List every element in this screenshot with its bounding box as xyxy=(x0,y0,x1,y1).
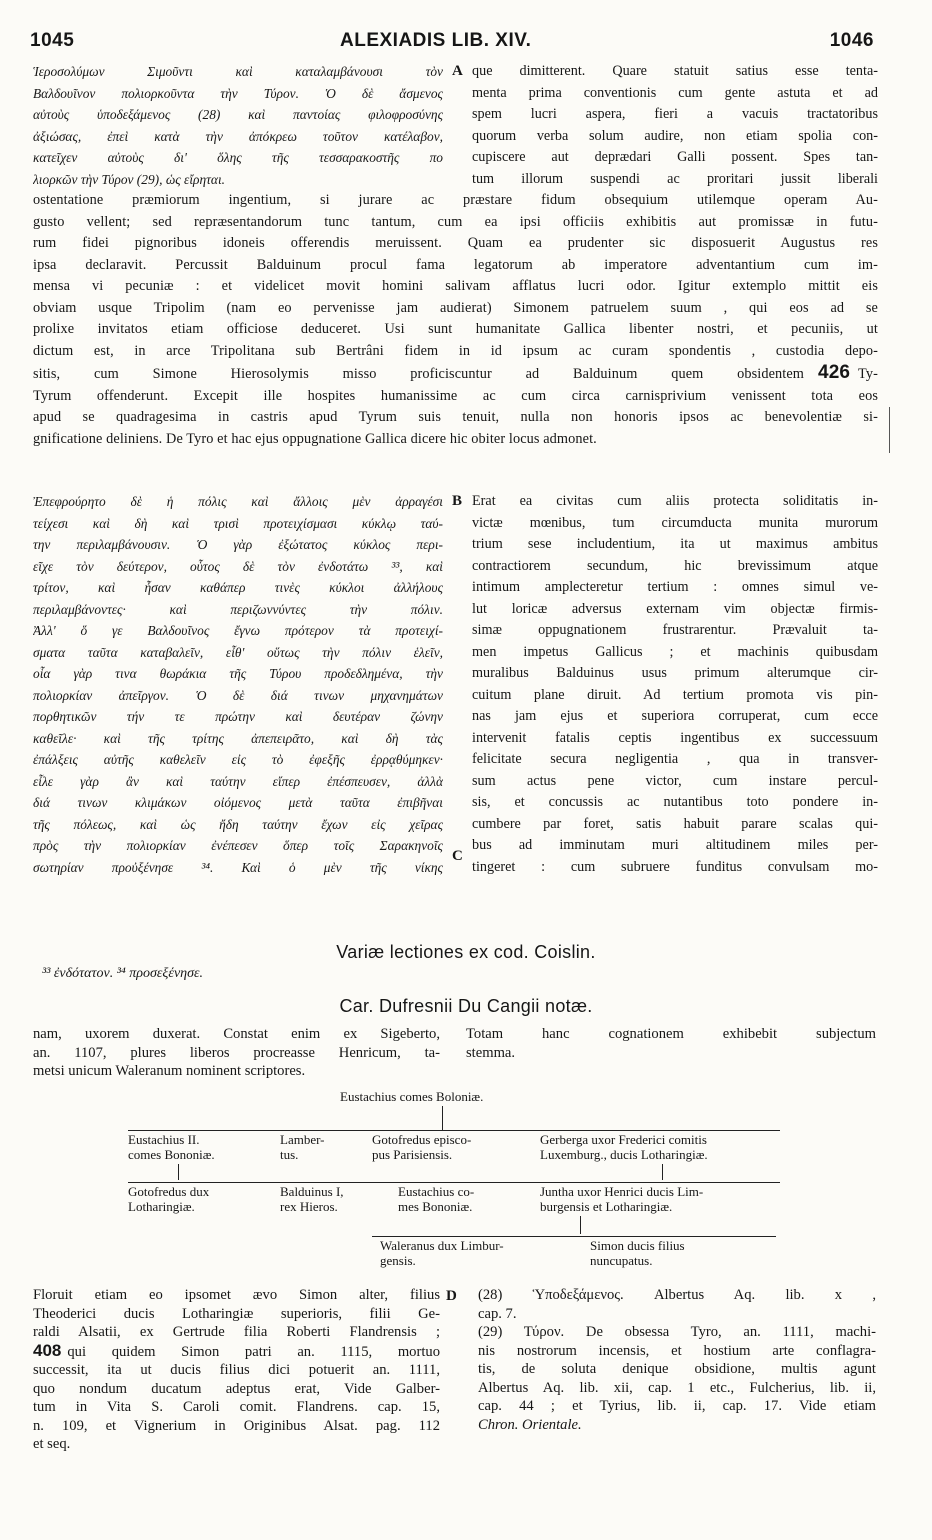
text-line: gnificatione deliniens. De Tyro et hac ejus oppugnatione Gallica dicere hic obiter locus admonet. xyxy=(33,430,597,447)
text-line: victæ mœnibus, tum circumducta munita murorum xyxy=(472,514,878,531)
text-line: contractiorem secundum, hic brevissimum atque xyxy=(472,557,878,574)
stemma-rule xyxy=(128,1182,780,1183)
text-line: τρίτον, καὶ ἦσαν καθάπερ τινὲς κύκλοι ἀλλήλους xyxy=(33,580,443,595)
margin-letter-a: A xyxy=(452,63,463,79)
text-line: cumbere par foret, satis habuit parare scalas qui- xyxy=(472,815,878,832)
text-line: Ἐπεφρούρητο δὲ ἡ πόλις καὶ ἄλλοις μὲν ἀρραγέσι xyxy=(33,494,443,509)
text-line: tum in Vita S. Caroli comit. Flandrens. cap. 15, xyxy=(33,1399,440,1415)
text-line: Ἱεροσολύμων Σιμοῦντι καὶ καταλαμβάνουσι τὸν xyxy=(33,64,443,79)
text-line: την περιλαμβάνουσιν. Ὁ γὰρ ἐξώτατος κύκλος περι- xyxy=(33,537,443,552)
text-line: περιλαμβάνοντες· καὶ περιζωννύντες τὴν πόλιν. xyxy=(33,601,443,617)
text-line: tingeret : cum subruere funditus convulsam mo- xyxy=(472,858,878,875)
stemma-line: Balduinus I, xyxy=(280,1184,344,1199)
text-line: Albertus Aq. lib. xii, cap. 1 etc., Fulcherius, lib. ii, xyxy=(478,1379,876,1396)
text-line: πρὸς τὴν πολιορκίαν ἐνέπεσεν ὅπερ τοῖς Σαρακηνοῖς xyxy=(33,838,443,853)
text-line: et seq. xyxy=(33,1436,71,1452)
stemma-rule xyxy=(128,1130,780,1131)
text-line: λιορκῶν τὴν Τύρον (29), ὡς εἴρηται. xyxy=(33,171,226,187)
stemma-connector xyxy=(178,1164,179,1180)
text-line: Tyrum offenderunt. Excepit ille hospites humanissime ac cum circa carnisprivium venissent tota eos xyxy=(33,387,878,404)
text-line: tis, de soluta denique obsidione, multis agunt xyxy=(478,1361,876,1377)
text-line: gusto vellent; sed repræsentandorum tunc tantum, cum ea ipsi officiis exhibitis aut promissæ in futu- xyxy=(33,213,878,230)
text-line: πολιορκίαν ἀπεῖργον. Ὁ δὲ διά τινων μηχανημάτων xyxy=(33,687,443,703)
stemma-line: Juntha uxor Henrici ducis Lim- xyxy=(540,1184,704,1199)
notae-heading: Car. Dufresnii Du Cangii notæ. xyxy=(339,996,593,1016)
column-number: 408 xyxy=(33,1341,62,1360)
text-line: sis, et concussis ac nutantibus toto pondere in- xyxy=(472,794,878,810)
running-title: ALEXIADIS LIB. XIV. xyxy=(340,30,532,51)
stemma-great-grandchild-2 xyxy=(590,1238,685,1268)
stemma-grandchild-4 xyxy=(540,1184,703,1214)
text-line: qui quidem Simon patri an. 1115, mortuo xyxy=(67,1343,440,1360)
stemma-line: Eustachius II. xyxy=(128,1132,200,1147)
text-line: διά τινων κλιμάκων οἰόμενος μετὰ ταῦτα ἐπιβῆναι xyxy=(33,795,443,810)
text-line: tum illorum suspendi ac proritari jussit liberali xyxy=(472,170,878,187)
text-line: rum fidei pignoribus idoneis offerendis meruissent. Quam ea prudenter sic disposuerit Augustus res xyxy=(33,235,878,251)
stemma-line: nuncupatus. xyxy=(590,1253,653,1268)
text-line: men impetus Gallicus ; et machinis quibusdam xyxy=(472,643,878,660)
text-line: εἶλε γὰρ ἂν καὶ ταύτην εἴπερ ἐπέσπευσεν, ἀλλὰ xyxy=(33,773,443,789)
notes-right-d xyxy=(478,1286,876,1434)
stemma-line: Lamber- xyxy=(280,1132,325,1147)
text-line: ἀξιώσας, ἐπεὶ κατὰ τὴν ἀπόκρεω τοῦτον κατέλαβον, xyxy=(33,128,443,144)
greek-column-a xyxy=(33,61,443,190)
text-line: οἷα γὰρ τινα θωράκια τῆς Τύρου προδεδλημένα, τὴν xyxy=(33,666,443,681)
text-line: nas jam ejus et superiora corruperat, cum ecce xyxy=(472,708,878,724)
text-line: Ty- xyxy=(858,366,878,382)
text-line: simæ oppugnationem frustrarentur. Prævaluit ta- xyxy=(472,622,878,638)
text-line-with-column-number xyxy=(33,1342,440,1362)
text-line: dictum est, in arce Tripolitana sub Bertrâni fidem in id ipsum ac curam spondentis , custodia depo- xyxy=(33,342,878,359)
text-line: raldi Alsatii, ex Gertrude filia Roberti Flandrensis ; xyxy=(33,1324,440,1340)
text-line: αὐτοὺς ὑποδεξάμενος (28) καὶ παντοίας φιλοφροσύνης xyxy=(33,107,443,122)
text-line: n. 109, et Vignerium in Originibus Alsat. pag. 112 xyxy=(33,1417,440,1434)
stemma-line: rex Hieros. xyxy=(280,1199,338,1214)
latin-column-a xyxy=(472,61,878,190)
stemma-grandchild-3 xyxy=(398,1184,474,1214)
text-line: καθεῖλε· καὶ τῆς τρίτης ἀπεπειρᾶτο, καὶ δὴ τὰς xyxy=(33,730,443,746)
text-line: πορθητικῶν τήν τε πρώτην καὶ δευτέραν ζώνην xyxy=(33,709,443,724)
text-line: quo nondum ducatum adeptus erat, Vide Galber- xyxy=(33,1380,440,1397)
text-line: sitis, cum Simone Hierosolymis misso proficiscuntur ad Balduinum quem obsidentem xyxy=(33,366,805,382)
text-line: stemma. xyxy=(466,1044,516,1061)
text-line: ostentatione præmiorum ingentium, si jurare ac præstare fidum obsequium utilemque operam Au- xyxy=(33,192,878,208)
stemma-child-4 xyxy=(540,1132,708,1162)
text-line: Chron. Orientale. xyxy=(478,1416,582,1433)
text-line: metsi unicum Waleranum nominent scriptores. xyxy=(33,1063,306,1079)
stemma-rule xyxy=(372,1236,776,1237)
running-head xyxy=(30,30,874,56)
page-number-left: 1045 xyxy=(30,30,75,51)
text-line: spem lucri aspera, fieri a vacuis tractatoribus xyxy=(472,106,878,122)
latin-wide-paragraph xyxy=(33,190,878,450)
stemma-grandchild-2 xyxy=(280,1184,344,1214)
stemma-line: comes Bononiæ. xyxy=(128,1147,215,1162)
text-line: intervenit fatalis ceptis ingentibus ex successuum xyxy=(472,729,878,746)
page-number-right: 1046 xyxy=(829,30,874,51)
text-line: lut loricæ adversus externam vim objectæ firmis- xyxy=(472,600,878,617)
text-line: apud se quadragesima in castris apud Tyrum suis tenuit, nulla non honoris ipsos ac benevolentiæ si- xyxy=(33,409,878,425)
text-line: Βαλδουῖνον πολιορκοῦντα τὴν Τύρον. Ὁ δὲ ἄσμενος xyxy=(33,85,443,101)
margin-letter-b: B xyxy=(452,493,463,509)
stemma-line: burgensis et Lotharingiæ. xyxy=(540,1199,673,1214)
stemma-line: Waleranus dux Limbur- xyxy=(380,1238,504,1253)
text-line: Theoderici ducis Lotharingiæ superioris, filii Ge- xyxy=(33,1305,440,1322)
text-line: cap. 44 ; et Tyrius, lib. ii, cap. 17. Vide etiam xyxy=(478,1398,876,1414)
margin-mark xyxy=(889,407,890,453)
text-line-with-column-number xyxy=(33,362,878,386)
stemma-line: tus. xyxy=(280,1147,299,1162)
text-line: τείχεσι καὶ δὴ καὶ τρισὶ προτειχίσμασι κύκλῳ ταύ- xyxy=(33,515,443,531)
stemma-line: mes Bononiæ. xyxy=(398,1199,473,1214)
stemma-line: pus Parisiensis. xyxy=(372,1147,453,1162)
text-line: Totam hanc cognationem exhibebit subjectum xyxy=(466,1026,876,1042)
stemma-line: Lotharingiæ. xyxy=(128,1199,195,1214)
text-line: quorum verba solum audire, non etiam spolia con- xyxy=(472,127,878,144)
text-line: que dimitterent. Quare statuit satius esse tenta- xyxy=(472,63,878,79)
text-line: Ἀλλ' ὅ γε Βαλδουῖνος ἔγνω πρότερον τὰ προτειχί- xyxy=(33,623,443,638)
text-line: prolixe invitatos etiam officiose deduceret. Usi sunt humanitate Gallica libenter nostri, et pecuniis, ut xyxy=(33,321,878,337)
variae-heading: Variæ lectiones ex cod. Coislin. xyxy=(336,942,596,962)
margin-letter-d: D xyxy=(446,1288,457,1304)
stemma-root: Eustachius comes Boloniæ. xyxy=(340,1089,484,1104)
stemma-line: Luxemburg., ducis Lotharingiæ. xyxy=(540,1147,708,1162)
notes-left-d xyxy=(33,1286,440,1454)
stemma-connector xyxy=(442,1106,443,1130)
notes-right-intro xyxy=(466,1025,876,1062)
margin-letter-c: C xyxy=(452,848,463,864)
stemma-line: Gotofredus dux xyxy=(128,1184,210,1199)
text-line: σματα ταῦτα καταβαλεῖν, εἶθ' οὕτως τὴν πόλιν ἑλεῖν, xyxy=(33,644,443,660)
text-line: bus ad imminutam muri altitudinem miles per- xyxy=(472,837,878,853)
text-line: ipsa declaravit. Percussit Balduinum procul fama legatorum ab imperatore adventantium cum im- xyxy=(33,256,878,273)
text-line: Erat ea civitas cum aliis protecta soliditatis in- xyxy=(472,493,878,509)
text-line: sum actus pene victor, cum instare percul- xyxy=(472,772,878,789)
stemma-child-1 xyxy=(128,1132,215,1162)
text-line: εῖχε τὸν δεύτερον, οὗτος δὲ τὸν ἐνδοτάτω ³³, καὶ xyxy=(33,558,443,574)
text-line: σωτηρίαν προὐξένησε ³⁴. Καὶ ὁ μὲν τῆς νίκης xyxy=(33,859,443,875)
latin-column-b xyxy=(472,491,878,878)
text-line: Floruit etiam eo ipsomet ævo Simon alter, filius xyxy=(33,1287,440,1303)
variae-readings: ³³ ἐνδότατον. ³⁴ προσεξένησε. xyxy=(42,966,204,981)
stemma-grandchild-1 xyxy=(128,1184,209,1214)
text-line: (28) Ὑποδεξάμενος. Albertus Aq. lib. x , xyxy=(478,1287,876,1303)
text-line: nam, uxorem duxerat. Constat enim ex Sigeberto, xyxy=(33,1026,440,1042)
stemma-child-3 xyxy=(372,1132,471,1162)
text-line: successit, ita ut ducis filius dici potuerit an. 1111, xyxy=(33,1362,440,1378)
text-line: an. 1107, plures liberos procreasse Henricum, ta- xyxy=(33,1044,440,1061)
text-line: cap. 7. xyxy=(478,1305,517,1322)
greek-column-b xyxy=(33,491,443,878)
stemma-line: Gerberga uxor Frederici comitis xyxy=(540,1132,707,1147)
text-line: intimum amplecteretur tertium : omnes simul ve- xyxy=(472,579,878,595)
text-line: menta prima conventionis cum gente astuta et ad xyxy=(472,84,878,101)
stemma-connector xyxy=(580,1216,581,1234)
text-line: trium sese includentium, ita ut maximus ambitus xyxy=(472,536,878,552)
text-line: nis nostrorum incensis, et hostium arte conflagra- xyxy=(478,1342,876,1359)
stemma-line: gensis. xyxy=(380,1253,416,1268)
stemma-connector xyxy=(662,1164,663,1180)
stemma-child-2 xyxy=(280,1132,325,1162)
text-line: (29) Τύρον. De obsessa Tyro, an. 1111, machi- xyxy=(478,1324,876,1340)
text-line: τῆς πόλεως, καὶ ὡς ἤδη ταύτην ἔχων εἰς χεῖρας xyxy=(33,816,443,832)
text-line: muralibus Balduinus usus primum alterumque cir- xyxy=(472,665,878,681)
text-line: felicitate secura negligentia , qua in transver- xyxy=(472,751,878,767)
stemma-line: Eustachius co- xyxy=(398,1184,475,1199)
column-number: 426 xyxy=(818,362,851,383)
text-line: cuitum plane diruit. Ad tertium promota vis pin- xyxy=(472,686,878,703)
notes-left-intro xyxy=(33,1025,440,1081)
text-line: mensa vi pecuniæ : et videlicet movit homini salivam afflatus lucri odor. Igitur extemplo mittit eis xyxy=(33,278,878,294)
text-line: ἐπάλξεις αὐτῆς καθελεῖν εἰς τὸ ἐφεξῆς ἐρρᾳθύμηκεν· xyxy=(33,752,443,767)
text-line: cupiscere aut deprædari Galli possent. Spes tan- xyxy=(472,149,878,165)
stemma-line: Gotofredus episco- xyxy=(372,1132,472,1147)
stemma-great-grandchild-1 xyxy=(380,1238,504,1268)
stemma-line: Simon ducis filius xyxy=(590,1238,685,1253)
text-line: obviam usque Tripolim (nam eo pervenisse jam audierat) Simonem patruelem suum , qui eos ad se xyxy=(33,299,878,316)
text-line: κατεῖχεν αὐτοὺς δι' ὅλης τῆς τεσσαρακοστῆς πο xyxy=(33,150,443,165)
